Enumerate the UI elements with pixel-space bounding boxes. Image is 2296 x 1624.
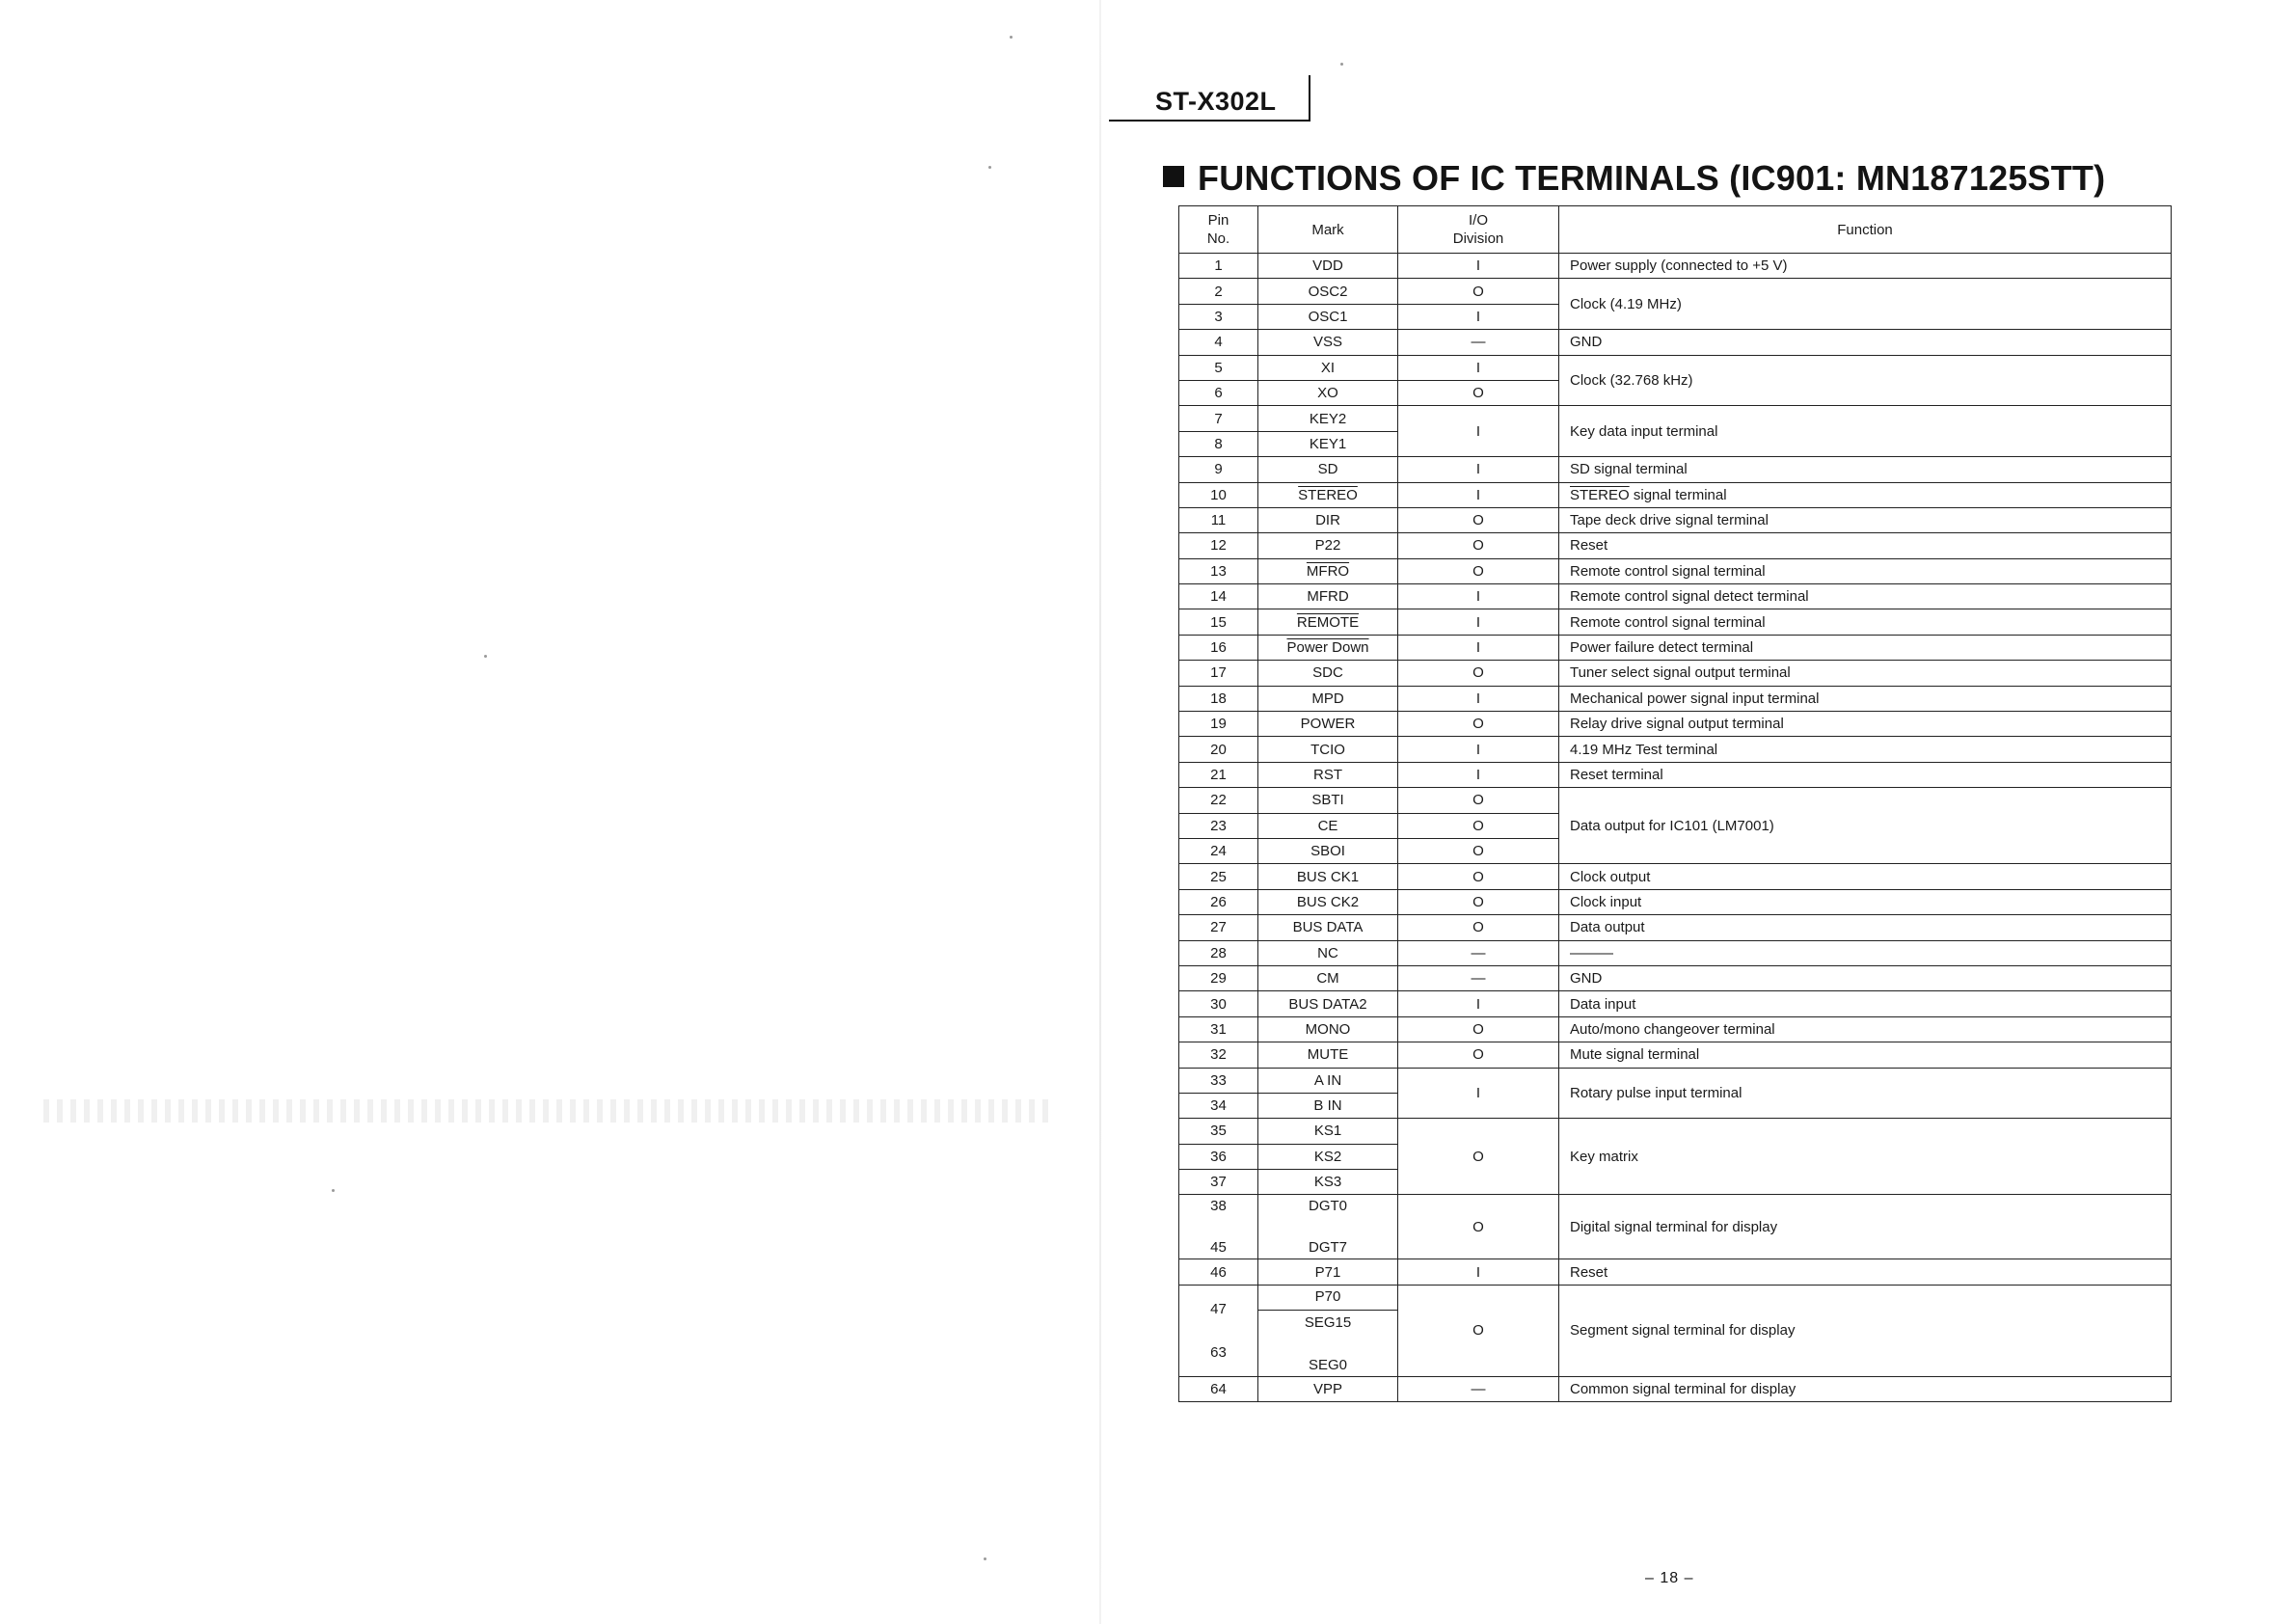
- table-row: 7 KEY2 I Key data input terminal: [1179, 406, 2172, 431]
- table-row: 25 BUS CK1 O Clock output: [1179, 864, 2172, 889]
- table-row: 26 BUS CK2 O Clock input: [1179, 889, 2172, 914]
- table-row: 31 MONO O Auto/mono changeover terminal: [1179, 1016, 2172, 1042]
- table-row: 2 OSC2 O Clock (4.19 MHz): [1179, 279, 2172, 304]
- table-row: 34 B IN: [1179, 1093, 2172, 1118]
- table-row: 19 POWER O Relay drive signal output terminal: [1179, 712, 2172, 737]
- scan-speck: [1010, 36, 1013, 39]
- model-header-box: [1109, 75, 1310, 122]
- page-title: [1163, 158, 2105, 199]
- ic-terminal-table: [1178, 205, 2172, 1402]
- table-row: 4 VSS — GND: [1179, 330, 2172, 355]
- table-row: 38 45 DGT0 DGT7 O Digital signal terminal for display: [1179, 1195, 2172, 1259]
- column-header-io: I/O Division: [1398, 206, 1559, 254]
- table-row: 9 SD I SD signal terminal: [1179, 457, 2172, 482]
- table-row: 32 MUTE O Mute signal terminal: [1179, 1042, 2172, 1068]
- column-header-mark: Mark: [1258, 206, 1398, 254]
- table-row: 37 KS3: [1179, 1170, 2172, 1195]
- table-row: 8 KEY1: [1179, 431, 2172, 456]
- table-row: 15 REMOTE I Remote control signal terminal: [1179, 609, 2172, 635]
- table-row: 33 A IN I Rotary pulse input terminal: [1179, 1068, 2172, 1093]
- table-row: 24 SBOI O: [1179, 838, 2172, 863]
- table-row: 27 BUS DATA O Data output: [1179, 915, 2172, 940]
- table-row: 20 TCIO I 4.19 MHz Test terminal: [1179, 737, 2172, 762]
- page-title-text: FUNCTIONS OF IC TERMINALS (IC901: MN187125STT): [1198, 158, 2106, 198]
- column-header-pin: Pin No.: [1179, 206, 1258, 254]
- scan-speck: [332, 1189, 335, 1192]
- table-row: 64 VPP — Common signal terminal for display: [1179, 1376, 2172, 1401]
- table-row: 17 SDC O Tuner select signal output terminal: [1179, 661, 2172, 686]
- scan-speck: [984, 1557, 986, 1560]
- table-row: 1 VDD I Power supply (connected to +5 V): [1179, 254, 2172, 279]
- table-row: 6 XO O: [1179, 380, 2172, 405]
- table-row: 21 RST I Reset terminal: [1179, 762, 2172, 787]
- table-row: 29 CM — GND: [1179, 965, 2172, 990]
- table-header-row: [1179, 206, 2172, 254]
- table-row: 36 KS2: [1179, 1144, 2172, 1169]
- table-row: 47 63 P70 SEG15 SEG0 O Segment signal terminal for display: [1179, 1285, 2172, 1376]
- scan-speck: [1340, 63, 1343, 66]
- table-row: 11 DIR O Tape deck drive signal terminal: [1179, 507, 2172, 532]
- table-row: 22 SBTI O Data output for IC101 (LM7001): [1179, 788, 2172, 813]
- page-gutter: [1099, 0, 1101, 1624]
- table-row: 18 MPD I Mechanical power signal input terminal: [1179, 686, 2172, 711]
- page-number: – 18 –: [1645, 1570, 1694, 1586]
- table-row: 13 MFRO O Remote control signal terminal: [1179, 558, 2172, 583]
- scan-bleed-through: [43, 1099, 1056, 1123]
- model-name: ST-X302L: [1155, 87, 1277, 116]
- table-row: 5 XI I Clock (32.768 kHz): [1179, 355, 2172, 380]
- table-row: 28 NC — ———: [1179, 940, 2172, 965]
- title-bullet-icon: [1163, 166, 1184, 187]
- table-row: 3 OSC1 I: [1179, 304, 2172, 329]
- scan-speck: [484, 655, 487, 658]
- table-row: 23 CE O: [1179, 813, 2172, 838]
- table-row: 12 P22 O Reset: [1179, 533, 2172, 558]
- table-row: 30 BUS DATA2 I Data input: [1179, 991, 2172, 1016]
- table-row: 16 Power Down I Power failure detect terminal: [1179, 635, 2172, 660]
- scan-speck: [988, 166, 991, 169]
- table-row: 10 STEREO I STEREO signal terminal: [1179, 482, 2172, 507]
- table-row: 35 KS1 O Key matrix: [1179, 1119, 2172, 1144]
- table-row: 14 MFRD I Remote control signal detect terminal: [1179, 584, 2172, 609]
- column-header-function: Function: [1559, 206, 2172, 254]
- table-row: 46 P71 I Reset: [1179, 1259, 2172, 1285]
